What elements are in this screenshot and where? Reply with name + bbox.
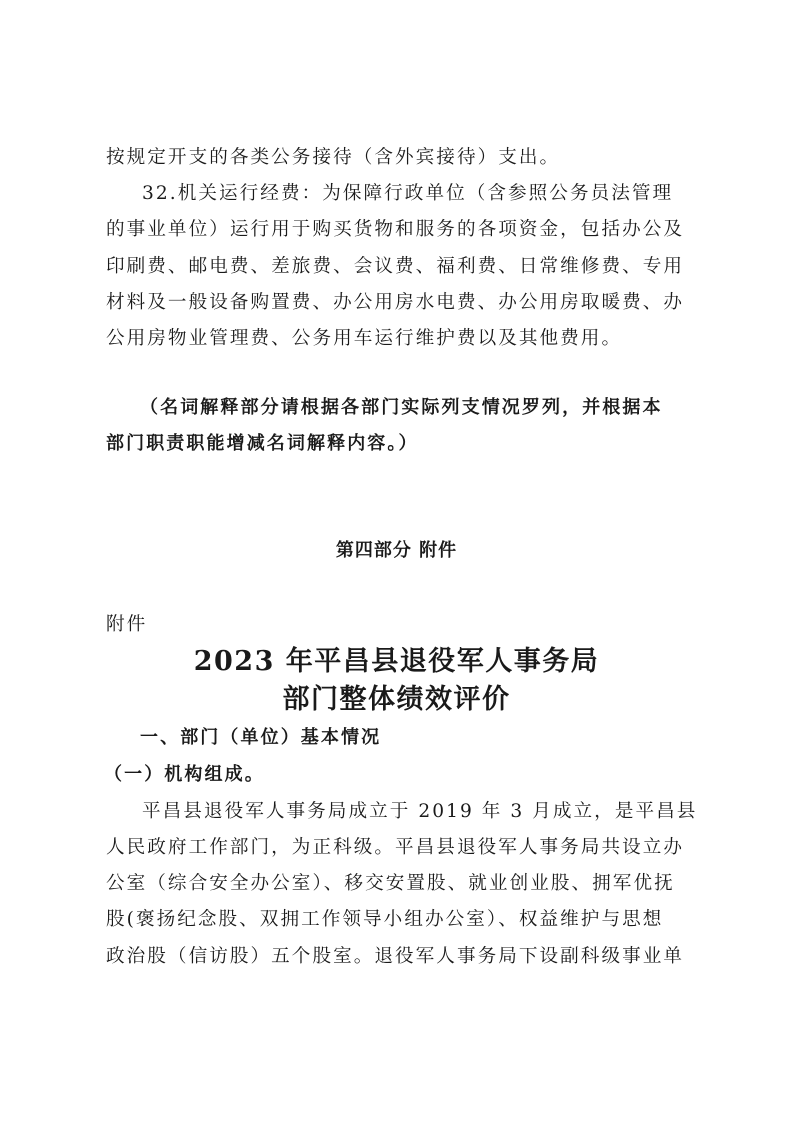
attachment-label: 附件: [106, 614, 148, 635]
note-line: （名词解释部分请根据各部门实际列支情况罗列，并根据本: [140, 397, 663, 418]
body-line: 人民政府工作部门，为正科级。平昌县退役军人事务局共设立办: [106, 837, 685, 858]
body-line: 平昌县退役军人事务局成立于 2019 年 3 月成立，是平昌县: [142, 801, 698, 822]
section-heading: 一、部门（单位）基本情况: [140, 727, 382, 748]
subsection-heading: （一）机构组成。: [104, 764, 265, 785]
paragraph-line: 按规定开支的各类公务接待（含外宾接待）支出。: [106, 147, 561, 168]
paragraph-line: 公用房物业管理费、公务用车运行维护费以及其他费用。: [106, 328, 623, 349]
paragraph-line: 32.机关运行经费：为保障行政单位（含参照公务员法管理: [142, 183, 674, 204]
body-line: 政治股（信访股）五个股室。退役军人事务局下设副科级事业单: [106, 946, 685, 967]
note-line: 部门职责职能增减名词解释内容。）: [106, 433, 419, 454]
document-title-line2: 部门整体绩效评价: [282, 684, 511, 715]
paragraph-line: 印刷费、邮电费、差旅费、会议费、福利费、日常维修费、专用: [106, 256, 685, 277]
body-line: 股(褒扬纪念股、双拥工作领导小组办公室）、权益维护与思想: [106, 909, 664, 930]
paragraph-line: 的事业单位）运行用于购买货物和服务的各项资金，包括办公及: [106, 219, 685, 240]
paragraph-line: 材料及一般设备购置费、办公用房水电费、办公用房取暖费、办: [106, 292, 685, 313]
body-line: 公室（综合安全办公室）、移交安置股、就业创业股、拥军优抚: [106, 873, 675, 894]
part-heading: 第四部分 附件: [335, 540, 458, 561]
document-title-line1: 2023 年平昌县退役军人事务局: [193, 646, 600, 677]
